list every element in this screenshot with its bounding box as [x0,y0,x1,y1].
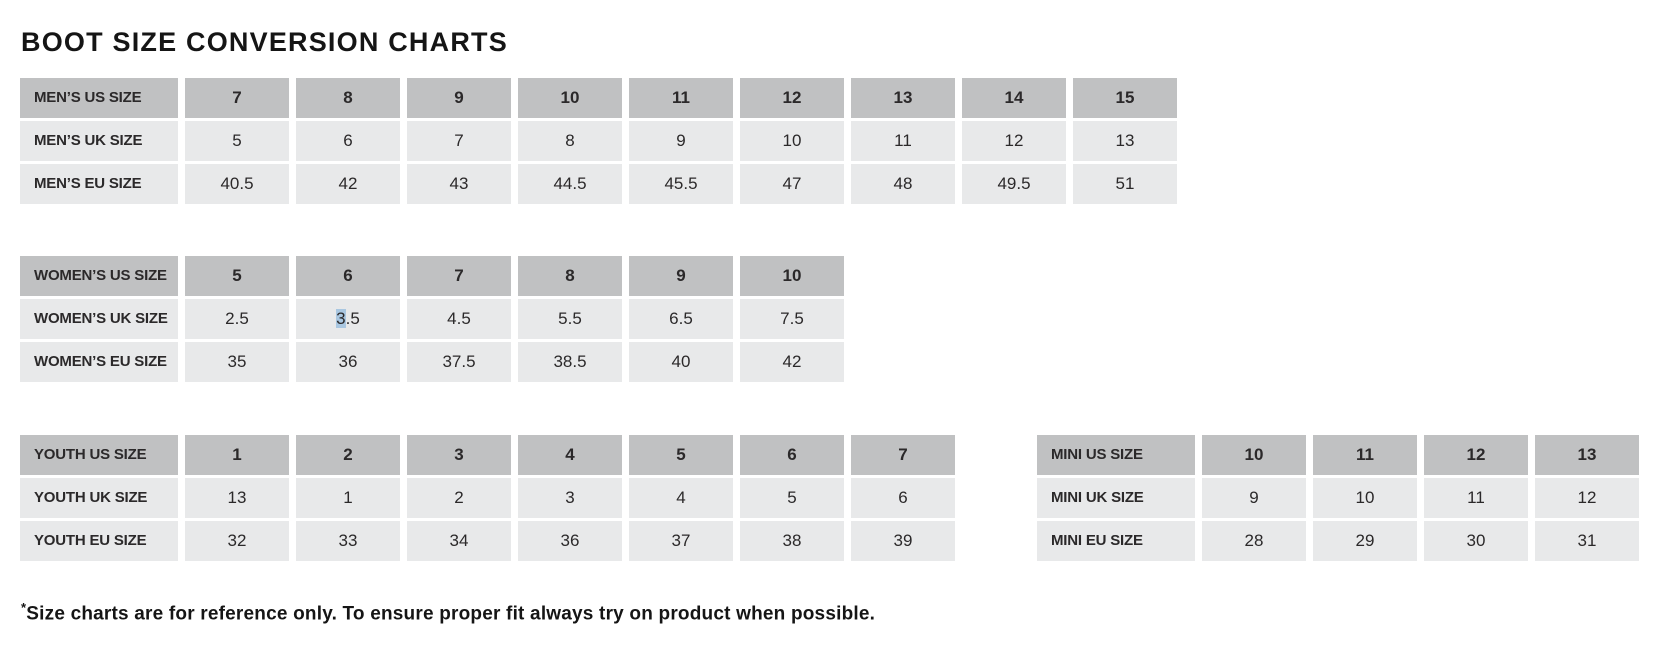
size-cell: 13 [1535,435,1639,475]
row-label: MINI UK SIZE [1037,478,1195,518]
row-label: MINI US SIZE [1037,435,1195,475]
row-label: WOMEN’S UK SIZE [20,299,178,339]
size-cell: 7 [407,121,511,161]
size-cell: 45.5 [629,164,733,204]
size-cell: 9 [629,256,733,296]
size-cell: 6.5 [629,299,733,339]
size-cell: 7 [185,78,289,118]
size-cell: 51 [1073,164,1177,204]
womens-row-1 [20,299,844,339]
size-cell: 6 [296,121,400,161]
size-cell: 33 [296,521,400,561]
size-cell: 8 [518,256,622,296]
row-label: MEN’S EU SIZE [20,164,178,204]
size-cell: 42 [296,164,400,204]
size-cell: 5.5 [518,299,622,339]
mini-row-2 [1037,521,1639,561]
size-cell: 12 [740,78,844,118]
size-cell: 10 [518,78,622,118]
size-cell: 6 [851,478,955,518]
size-cell: 13 [851,78,955,118]
size-cell: 4.5 [407,299,511,339]
row-label: WOMEN’S EU SIZE [20,342,178,382]
size-cell: 31 [1535,521,1639,561]
size-cell: 2 [407,478,511,518]
size-cell: 3.5 [296,299,400,339]
size-cell: 13 [1073,121,1177,161]
size-cell: 12 [1424,435,1528,475]
size-cell: 38.5 [518,342,622,382]
size-cell: 9 [407,78,511,118]
size-cell: 40 [629,342,733,382]
size-cell: 2 [296,435,400,475]
size-cell: 8 [296,78,400,118]
size-cell: 12 [962,121,1066,161]
footnote-asterisk: * [21,600,27,615]
youth-row-1 [20,478,955,518]
womens-row-0 [20,256,844,296]
size-cell: 30 [1424,521,1528,561]
size-cell: 10 [1313,478,1417,518]
size-cell: 49.5 [962,164,1066,204]
size-cell: 3 [407,435,511,475]
size-cell: 7 [407,256,511,296]
size-cell: 12 [1535,478,1639,518]
youth-row-2 [20,521,955,561]
row-label: MINI EU SIZE [1037,521,1195,561]
size-chart-footnote [21,600,875,625]
row-label: MEN’S UK SIZE [20,121,178,161]
size-cell: 7.5 [740,299,844,339]
womens-size-table [20,256,844,382]
size-cell: 36 [296,342,400,382]
size-cell: 6 [740,435,844,475]
size-cell: 43 [407,164,511,204]
size-cell: 7 [851,435,955,475]
size-cell: 44.5 [518,164,622,204]
size-cell: 42 [740,342,844,382]
size-cell: 10 [1202,435,1306,475]
size-cell: 36 [518,521,622,561]
mens-row-0 [20,78,1177,118]
footnote-text: Size charts are for reference only. To ensure proper fit always try on product when possible. [26,603,876,625]
size-cell: 37 [629,521,733,561]
womens-row-2 [20,342,844,382]
size-cell: 11 [851,121,955,161]
size-cell: 48 [851,164,955,204]
youth-row-0 [20,435,955,475]
size-cell: 32 [185,521,289,561]
size-cell: 2.5 [185,299,289,339]
size-cell: 47 [740,164,844,204]
row-label: YOUTH EU SIZE [20,521,178,561]
size-cell: 39 [851,521,955,561]
mens-size-table [20,78,1177,204]
size-cell: 11 [629,78,733,118]
size-cell: 9 [629,121,733,161]
row-label: YOUTH UK SIZE [20,478,178,518]
size-cell: 37.5 [407,342,511,382]
size-cell: 28 [1202,521,1306,561]
size-cell: 5 [629,435,733,475]
size-cell: 4 [629,478,733,518]
size-cell: 34 [407,521,511,561]
row-label: WOMEN’S US SIZE [20,256,178,296]
size-cell: 35 [185,342,289,382]
mens-row-2 [20,164,1177,204]
page-title: BOOT SIZE CONVERSION CHARTS [21,27,508,57]
row-label: YOUTH US SIZE [20,435,178,475]
size-cell: 1 [185,435,289,475]
mens-row-1 [20,121,1177,161]
youth-size-table [20,435,955,561]
mini-row-0 [1037,435,1639,475]
size-cell: 13 [185,478,289,518]
size-cell: 5 [185,256,289,296]
row-label: MEN’S US SIZE [20,78,178,118]
size-cell: 14 [962,78,1066,118]
size-cell: 6 [296,256,400,296]
size-cell: 29 [1313,521,1417,561]
size-cell: 5 [185,121,289,161]
size-cell: 38 [740,521,844,561]
size-cell: 15 [1073,78,1177,118]
size-cell: 4 [518,435,622,475]
size-cell: 11 [1424,478,1528,518]
size-cell: 3 [518,478,622,518]
size-cell: 1 [296,478,400,518]
size-cell: 40.5 [185,164,289,204]
mini-row-1 [1037,478,1639,518]
size-cell: 9 [1202,478,1306,518]
size-cell: 8 [518,121,622,161]
selected-text: 3 [336,309,346,328]
size-cell: 10 [740,256,844,296]
mini-size-table [1037,435,1639,561]
size-cell: 5 [740,478,844,518]
size-cell: 10 [740,121,844,161]
size-cell: 11 [1313,435,1417,475]
